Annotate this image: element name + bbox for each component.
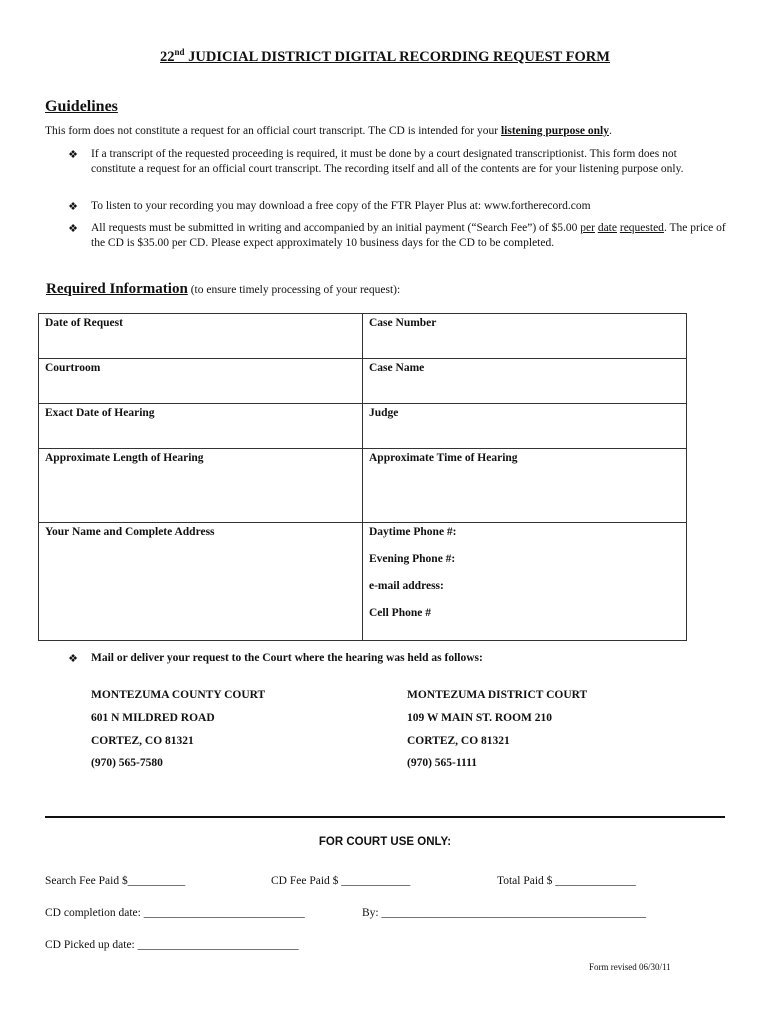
email-field[interactable]: e-mail address: <box>369 580 444 592</box>
diamond-bullet-icon: ❖ <box>68 201 78 213</box>
court-use-heading: FOR COURT USE ONLY: <box>318 836 452 848</box>
completion-date-field[interactable]: CD completion date: ____________________________ <box>45 907 305 919</box>
courtroom-field[interactable]: Courtroom <box>39 359 363 404</box>
county-court-street: 601 N MILDRED ROAD <box>91 712 215 724</box>
diamond-bullet-icon: ❖ <box>68 223 78 235</box>
by-field[interactable]: By: ______________________________________________ <box>362 907 646 919</box>
form-revision-note: Form revised 06/30/11 <box>589 962 671 972</box>
case-name-field[interactable]: Case Name <box>363 359 687 404</box>
county-court-name: MONTEZUMA COUNTY COURT <box>91 689 266 701</box>
guidelines-heading: Guidelines <box>45 98 118 115</box>
picked-up-date-field[interactable]: CD Picked up date: ____________________________ <box>45 939 299 951</box>
required-info-table <box>38 313 687 641</box>
contact-fields <box>363 523 687 641</box>
exact-date-field[interactable]: Exact Date of Hearing <box>39 404 363 449</box>
total-paid-field[interactable]: Total Paid $ ______________ <box>497 875 636 887</box>
cell-phone-field[interactable]: Cell Phone # <box>369 607 431 619</box>
evening-phone-field[interactable]: Evening Phone #: <box>369 553 456 565</box>
judge-field[interactable]: Judge <box>363 404 687 449</box>
guidelines-intro: This form does not constitute a request for an official court transcript. The CD is intended for your listening purpose only. <box>45 125 612 137</box>
required-info-heading: Required Information (to ensure timely processing of your request): <box>46 281 401 297</box>
approx-length-field[interactable]: Approximate Length of Hearing <box>39 449 363 523</box>
diamond-bullet-icon: ❖ <box>68 149 78 161</box>
district-court-street: 109 W MAIN ST. ROOM 210 <box>407 712 553 724</box>
name-address-field[interactable]: Your Name and Complete Address <box>39 523 363 641</box>
county-court-phone: (970) 565-7580 <box>91 757 163 769</box>
district-court-name: MONTEZUMA DISTRICT COURT <box>407 689 588 701</box>
district-court-city: CORTEZ, CO 81321 <box>407 735 510 747</box>
date-of-request-field[interactable]: Date of Request <box>39 314 363 359</box>
county-court-city: CORTEZ, CO 81321 <box>91 735 194 747</box>
guideline-bullet-1: If a transcript of the requested proceeding is required, it must be done by a court designated transcriptionist. This form does not constitute a request for an official court transcript. The recording itself and all of the contents are for your listening purpose only. <box>91 148 684 175</box>
approx-time-field[interactable]: Approximate Time of Hearing <box>363 449 687 523</box>
search-fee-field[interactable]: Search Fee Paid $__________ <box>45 875 186 887</box>
district-court-phone: (970) 565-1111 <box>407 757 477 769</box>
diamond-bullet-icon: ❖ <box>68 653 78 665</box>
cd-fee-field[interactable]: CD Fee Paid $ ____________ <box>271 875 411 887</box>
guideline-bullet-3: All requests must be submitted in writing and accompanied by an initial payment (“Search Fee”) of $5.00 per date requested. The price of the CD is $35.00 per CD. Please expect approximately 10 business days for the CD to be completed. <box>91 222 726 249</box>
mail-instruction: Mail or deliver your request to the Court where the hearing was held as follows: <box>91 652 483 664</box>
case-number-field[interactable]: Case Number <box>363 314 687 359</box>
section-divider <box>45 816 725 818</box>
form-title: 22nd JUDICIAL DISTRICT DIGITAL RECORDING REQUEST FORM <box>160 47 610 65</box>
daytime-phone-field[interactable]: Daytime Phone #: <box>369 526 457 538</box>
guideline-bullet-2: To listen to your recording you may download a free copy of the FTR Player Plus at: www.fortherecord.com <box>91 200 591 212</box>
